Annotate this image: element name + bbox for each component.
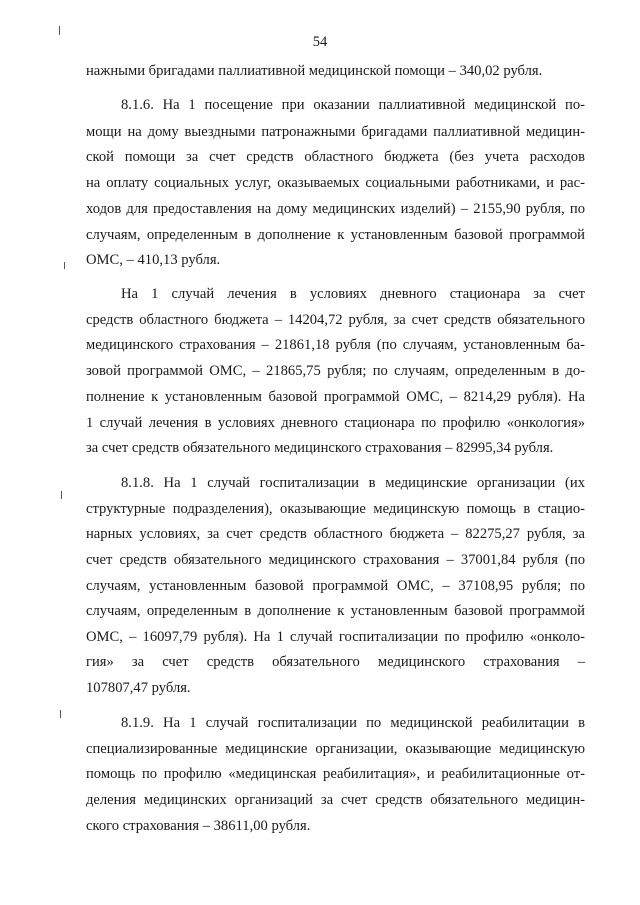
text-line: случаям, установленным базовой программой ОМС, – 37108,95 рубля; по <box>86 578 585 594</box>
text-line: медицинского страхования – 21861,18 рубля (по случаям, установленным ба- <box>86 337 585 353</box>
text-line: 1 случай лечения в условиях дневного стационара по профилю «онкология» <box>86 415 585 431</box>
text-line: мощи на дому выездными патронажными бригадами паллиативной медицин- <box>86 124 585 140</box>
text-line: деления медицинских организаций за счет средств обязательного медицин- <box>86 792 585 808</box>
scan-mark <box>61 491 62 499</box>
text-line: случаям, определенным в дополнение к установленным базовой программой <box>86 227 585 243</box>
text-line: случаям, определенным в дополнение к установленным базовой программой <box>86 603 585 619</box>
text-line: 8.1.8. На 1 случай госпитализации в медицинские организации (их <box>121 475 585 491</box>
text-line: за счет средств обязательного медицинского страхования – 82995,34 рубля. <box>86 440 554 456</box>
text-line: ОМС, – 16097,79 рубля). На 1 случай госпитализации по профилю «онколо- <box>86 629 585 645</box>
text-line: помощь по профилю «медицинская реабилитация», и реабилитационные от- <box>86 766 585 782</box>
text-line: ской помощи за счет средств областного бюджета (без учета расходов <box>86 149 585 165</box>
text-line: На 1 случай лечения в условиях дневного стационара за счет <box>121 286 585 302</box>
text-line: ского страхования – 38611,00 рубля. <box>86 818 311 834</box>
text-line: ОМС, – 410,13 рубля. <box>86 252 221 268</box>
text-line: полнение к установленным базовой программой ОМС, – 8214,29 рубля). На <box>86 389 585 405</box>
text-line: ходов для предоставления на дому медицинских изделий) – 2155,90 рубля, по <box>86 201 585 217</box>
text-line: на оплату социальных услуг, оказываемых социальными работниками, и рас- <box>86 175 585 191</box>
text-line: специализированные медицинские организации, оказывающие медицинскую <box>86 741 585 757</box>
text-line: средств областного бюджета – 14204,72 рубля, за счет средств обязательного <box>86 312 585 328</box>
text-line: нажными бригадами паллиативной медицинской помощи – 340,02 рубля. <box>86 63 543 79</box>
text-line: 8.1.9. На 1 случай госпитализации по медицинской реабилитации в <box>121 715 585 731</box>
text-line: структурные подразделения), оказывающие медицинскую помощь в стацио- <box>86 501 585 517</box>
text-line: гия» за счет средств обязательного медицинского страхования – <box>86 654 585 670</box>
text-line: зовой программой ОМС, – 21865,75 рубля; по случаям, определенным в до- <box>86 363 585 379</box>
scan-mark <box>64 262 65 269</box>
text-line: 8.1.6. На 1 посещение при оказании паллиативной медицинской по- <box>121 97 585 113</box>
scan-mark <box>59 26 60 35</box>
scan-mark <box>60 710 61 718</box>
text-line: счет средств обязательного медицинского страхования – 37001,84 рубля (по <box>86 552 585 568</box>
page-number: 54 <box>312 34 328 50</box>
text-line: 107807,47 рубля. <box>86 680 191 696</box>
text-line: нарных условиях, за счет средств областного бюджета – 82275,27 рубля, за <box>86 526 585 542</box>
